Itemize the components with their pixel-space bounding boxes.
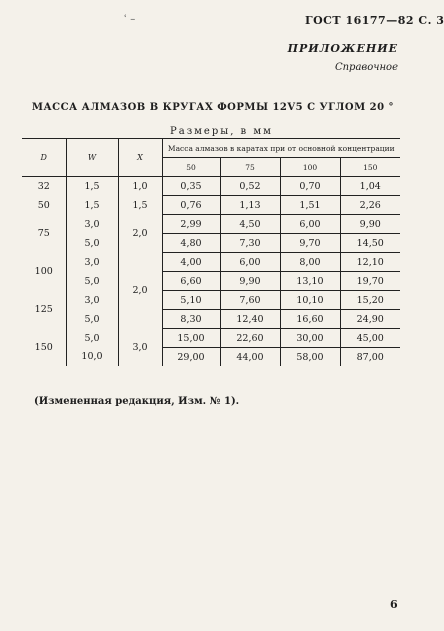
cell-mass-100: 6,00 [280,215,340,234]
table-row [22,291,400,310]
header-conc-75: 75 [220,158,280,177]
cell-mass-50: 15,00 [162,329,220,348]
cell-mass-50: 0,35 [162,177,220,196]
table-title: МАССА АЛМАЗОВ В КРУГАХ ФОРМЫ 12V5 С УГЛОМ 20 ° [31,102,395,113]
cell-mass-100: 13,10 [280,272,340,291]
cell-x: 2,0 [118,215,162,253]
cell-mass-150: 9,90 [340,215,400,234]
cell-mass-150: 45,00 [340,329,400,348]
header-d: D [22,139,66,177]
header-conc-50: 50 [162,158,220,177]
cell-d: 100 [34,266,53,277]
cell-w: 1,5 [66,196,118,215]
header-x: X [118,139,162,177]
appendix-label: ПРИЛОЖЕНИЕ [287,42,398,55]
header-w: W [66,139,118,177]
cell-mass-75: 22,60 [220,329,280,348]
cell-x: 2,0 [118,253,162,329]
cell-x: 1,0 [118,177,162,196]
table-row [22,310,400,329]
cell-mass-100: 10,10 [280,291,340,310]
cell-mass-50: 4,80 [162,234,220,253]
cell-mass-150: 87,00 [340,348,400,367]
cell-mass-150: 15,20 [340,291,400,310]
cell-w: 10,0 [66,348,118,367]
cell-mass-50: 6,60 [162,272,220,291]
cell-mass-75: 12,40 [220,310,280,329]
table-row [22,215,400,234]
table-row [22,253,400,272]
cell-w: 5,0 [66,234,118,253]
cell-mass-75: 0,52 [220,177,280,196]
cell-d: 75 [37,228,50,239]
cell-mass-100: 0,70 [280,177,340,196]
cell-mass-100: 16,60 [280,310,340,329]
header-conc-100: 100 [280,158,340,177]
cell-w: 3,0 [66,215,118,234]
cell-mass-75: 4,50 [220,215,280,234]
cell-mass-150: 14,50 [340,234,400,253]
cell-mass-100: 1,51 [280,196,340,215]
cell-d: 32 [37,180,50,192]
table-row [22,196,400,215]
cell-mass-150: 2,26 [340,196,400,215]
cell-w: 3,0 [66,291,118,310]
cell-d: 150 [34,341,53,353]
revision-note: (Измененная редакция, Изм. № 1). [34,396,240,407]
cell-mass-50: 29,00 [162,348,220,367]
cell-mass-150: 12,10 [340,253,400,272]
scan-mark: ʿ – [124,14,136,25]
header-mass-group: Масса алмазов в каратах при от основной концентрации [162,139,400,158]
table-row [22,177,400,196]
cell-w: 3,0 [66,253,118,272]
cell-x: 3,0 [118,329,162,367]
cell-mass-50: 8,30 [162,310,220,329]
diamond-mass-table [22,138,400,366]
cell-d: 125 [34,304,53,315]
cell-mass-75: 9,90 [220,272,280,291]
cell-mass-75: 7,30 [220,234,280,253]
cell-mass-100: 9,70 [280,234,340,253]
cell-w: 5,0 [66,329,118,348]
cell-mass-75: 44,00 [220,348,280,367]
cell-mass-50: 5,10 [162,291,220,310]
cell-mass-150: 1,04 [340,177,400,196]
table-row [22,329,400,348]
table-row [22,234,400,253]
cell-mass-100: 8,00 [280,253,340,272]
cell-w: 5,0 [66,272,118,291]
reference-label: Справочное [334,62,398,73]
header-conc-150: 150 [340,158,400,177]
cell-mass-100: 30,00 [280,329,340,348]
cell-mass-75: 6,00 [220,253,280,272]
cell-mass-75: 7,60 [220,291,280,310]
cell-mass-50: 0,76 [162,196,220,215]
sizes-caption: Размеры, в мм [170,126,273,137]
page-number: 6 [390,598,398,611]
cell-x: 1,5 [118,196,162,215]
cell-mass-150: 19,70 [340,272,400,291]
cell-mass-50: 2,99 [162,215,220,234]
table-row [22,272,400,291]
table-row [22,348,400,367]
cell-w: 1,5 [66,177,118,196]
standard-header: ГОСТ 16177—82 С. 3 [305,14,444,27]
cell-w: 5,0 [66,310,118,329]
cell-mass-150: 24,90 [340,310,400,329]
cell-mass-75: 1,13 [220,196,280,215]
cell-d: 50 [37,199,50,211]
cell-mass-100: 58,00 [280,348,340,367]
cell-mass-50: 4,00 [162,253,220,272]
